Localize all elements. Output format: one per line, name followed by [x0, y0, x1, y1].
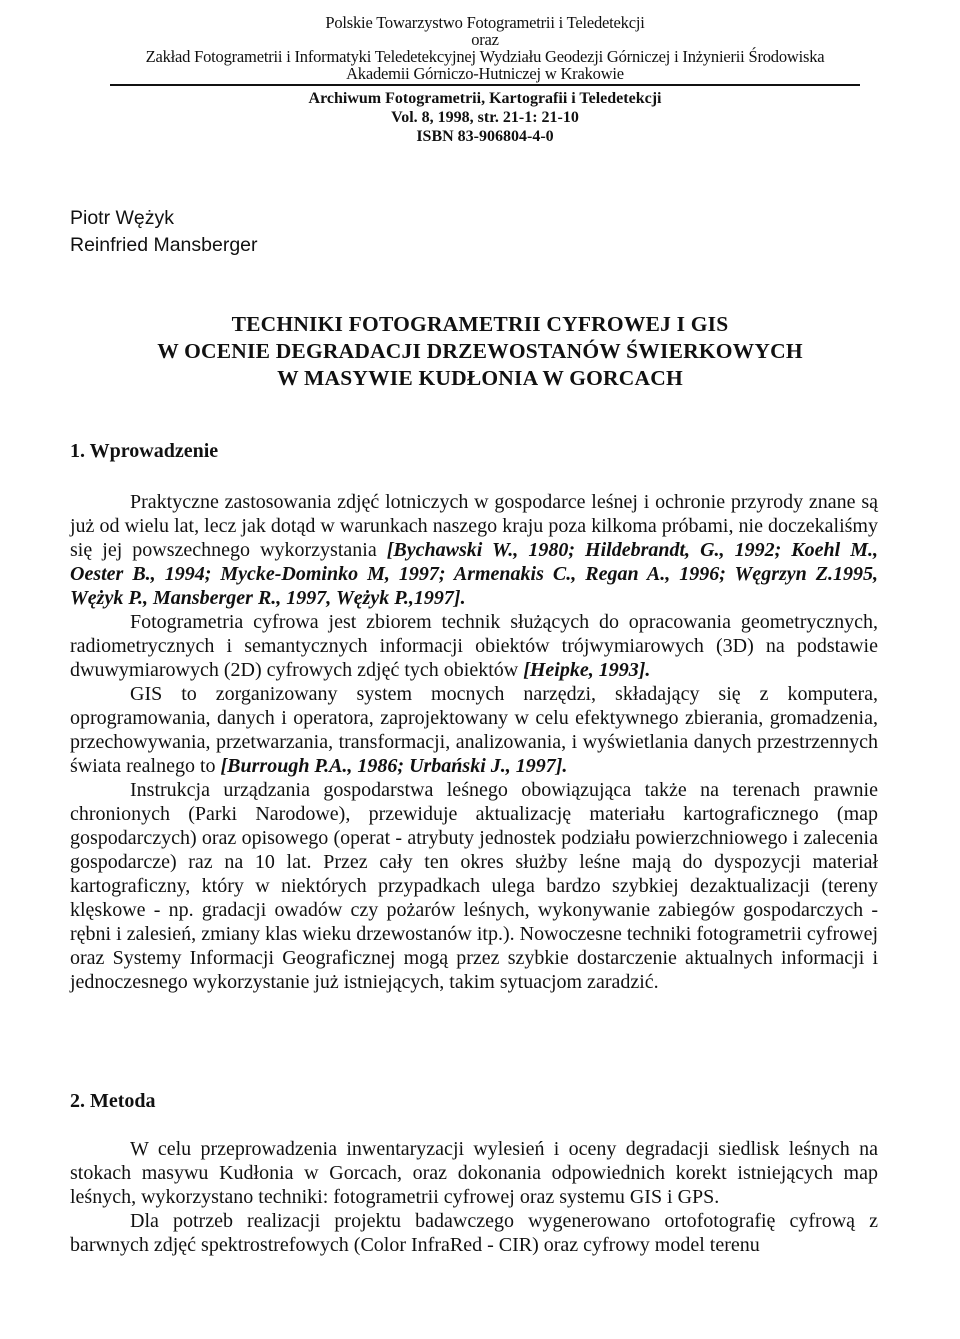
paragraph: Dla potrzeb realizacji projektu badawczego wygenerowano ortofotografię cyfrową z barwnych zdjęć spektrostrefowych (Color InfraRed - CIR) oraz cyfrowy model terenu [70, 1210, 878, 1256]
journal-name: Archiwum Fotogrametrii, Kartografii i Teledetekcji [308, 90, 662, 107]
paragraph [70, 490, 878, 610]
department-name: Zakład Fotogrametrii i Informatyki Teledetekcyjnej Wydziału Geodezji Górniczej i Inżynierii Środowiska [145, 47, 825, 66]
paragraph: Instrukcja urządzania gospodarstwa leśnego obowiązująca także na terenach prawnie chronionych (Parki Narodowe), przewiduje aktualizację materiału kartograficznego (map gospodarczych) oraz opisowego (operat - atrybuty jednostek podziału powierzchniowego i zalecenia gospodarcze) raz na 10 lat. Przez cały ten okres służby leśne mają do dyspozycji materiał kartograficzny, który w niektórych przypadkach ulega bardzo szybkiej dezaktualizacji (tereny klęskowe - np. gradacji owadów czy pożarów leśnych, wykonywanie zabiegów gospodarczych - rębni i zalesień, zmiany klas wieku drzewostanów itp.). Nowoczesne techniki fotogrametrii cyfrowej oraz Systemy Informacji Geograficznej mogą przez szybkie dostarczenie aktualnych informacji i jednoczesnego wykorzystanie już istniejących, takim sytuacjom zaradzić. [70, 779, 878, 993]
author-name: Piotr Wężyk [70, 207, 175, 229]
masthead [110, 14, 860, 146]
conjunction: oraz [471, 30, 499, 49]
author-name: Reinfried Mansberger [70, 234, 258, 256]
paragraph-text: GIS to zorganizowany system mocnych narzędzi, składający się z komputera, oprogramowania, danych i operatora, zaprojektowany w celu efektywnego zbierania, gromadzenia, przechowywania, przetwarzania, transformacji, analizowania, i wyświetlania danych przestrzennych świata realnego to [70, 683, 878, 777]
paragraph: W celu przeprowadzenia inwentaryzacji wylesień i oceny degradacji siedlisk leśnych na stokach masywu Kudłonia w Gorcach, oraz dokonania odpowiednich korekt istniejących map leśnych, wykorzystano techniki: fotogrametrii cyfrowej oraz systemu GIS i GPS. [70, 1138, 878, 1208]
author-list [70, 205, 258, 259]
title-line: W MASYWIE KUDŁONIA W GORCACH [277, 366, 683, 390]
society-name: Polskie Towarzystwo Fotogrametrii i Teledetekcji [325, 13, 645, 32]
citation: [Heipke, 1993]. [523, 659, 651, 681]
section-body-introduction [70, 490, 878, 994]
paragraph [70, 610, 878, 682]
citation: [Burrough P.A., 1986; Urbański J., 1997]. [220, 755, 568, 777]
section-heading-method: 2. Metoda [70, 1090, 156, 1112]
header-rule [110, 84, 860, 86]
title-line: TECHNIKI FOTOGRAMETRII CYFROWEJ I GIS [231, 312, 729, 336]
isbn: ISBN 83-906804-4-0 [416, 128, 554, 145]
paragraph [70, 682, 878, 778]
section-body-method [70, 1137, 878, 1257]
paper-title [60, 311, 900, 392]
paragraph-text: Fotogrametria cyfrowa jest zbiorem technik służących do opracowania geometrycznych, radiometrycznych i semantycznych informacji obiektów trójwymiarowych (3D) na podstawie dwuwymiarowych (2D) cyfrowych zdjęć tych obiektów [70, 611, 878, 681]
volume-info: Vol. 8, 1998, str. 21-1: 21-10 [391, 109, 579, 126]
section-heading-introduction: 1. Wprowadzenie [70, 440, 219, 462]
citation: [Bychawski W., 1980; Hildebrandt, G., 1992; Koehl M., Oester B., 1994; Mycke-Dominko M, 1997; Armenakis C., Regan A., 1996; Węgrzyn Z.1995, Wężyk P., Mansberger R., 1997, Wężyk P.,1997]. [70, 539, 878, 609]
academy-name: Akademii Górniczo-Hutniczej w Krakowie [346, 64, 624, 83]
title-line: W OCENIE DEGRADACJI DRZEWOSTANÓW ŚWIERKOWYCH [157, 339, 803, 363]
paragraph-text: Praktyczne zastosowania zdjęć lotniczych w gospodarce leśnej i ochronie przyrody znane są już od wielu lat, lecz jak dotąd w warunkach naszego kraju poza kilkoma próbami, nie doczekaliśmy się jej powszechnego wykorzystania [70, 491, 878, 561]
